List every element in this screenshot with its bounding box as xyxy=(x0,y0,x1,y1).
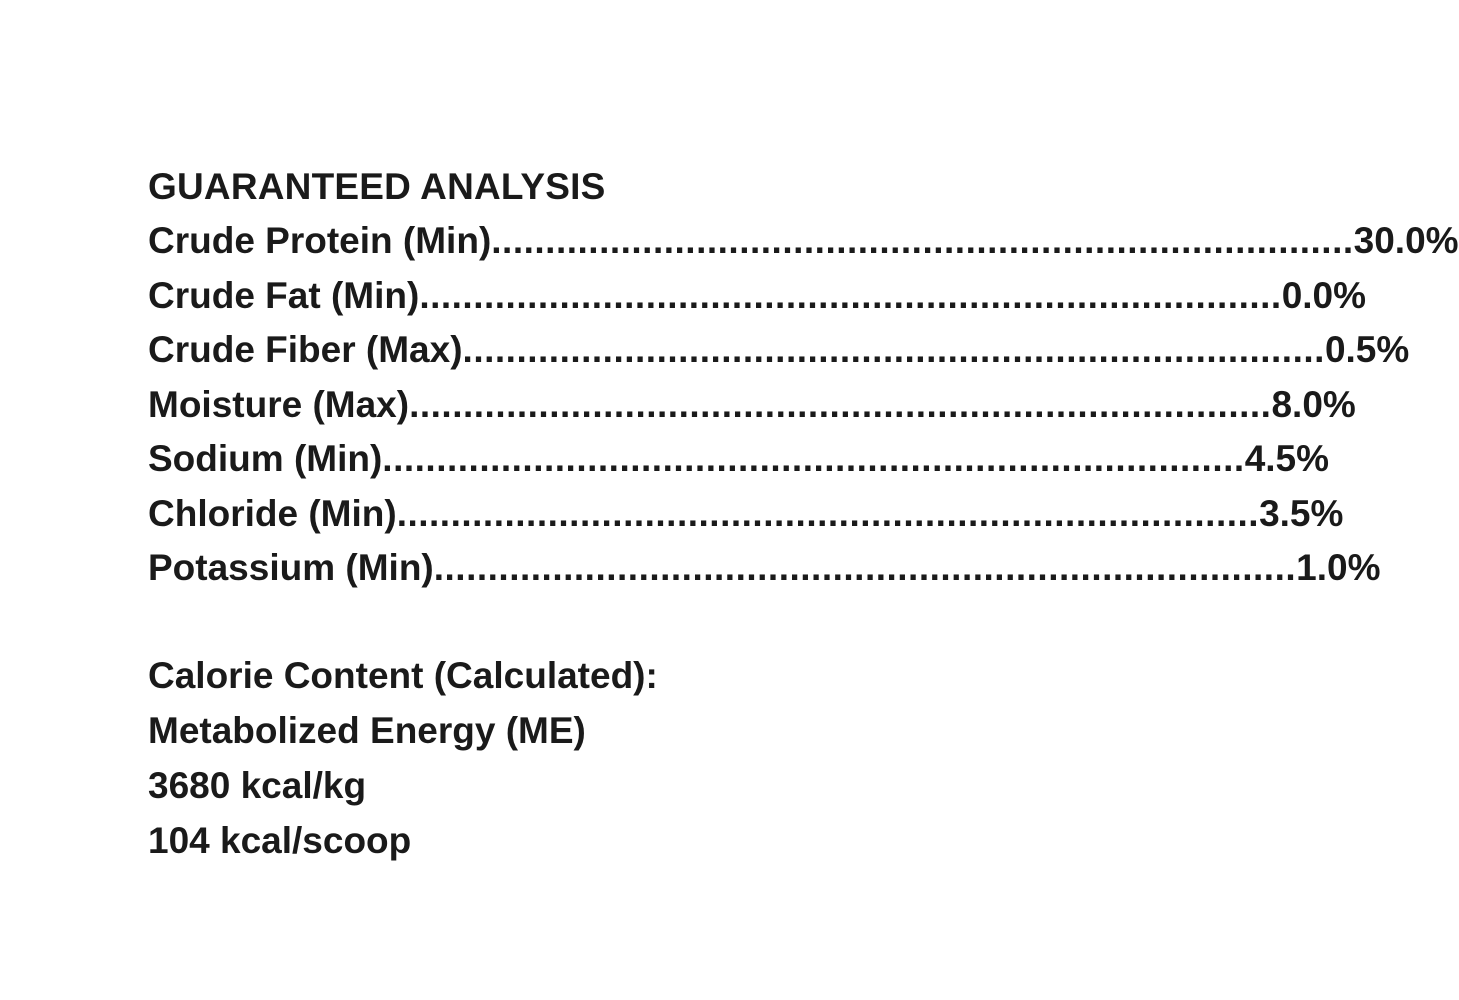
analysis-value: 8.0% xyxy=(1271,383,1356,425)
analysis-label: Sodium (Min) xyxy=(148,438,383,479)
kcal-per-scoop-value: 104 kcal/scoop xyxy=(148,819,412,861)
analysis-label: Moisture (Max) xyxy=(148,383,410,425)
dot-leader: ................................................................................ xyxy=(462,329,1325,370)
dot-leader: ................................................................................ xyxy=(419,274,1282,316)
analysis-label: Chloride (Min) xyxy=(148,492,397,534)
analysis-row-potassium xyxy=(148,541,1381,596)
analysis-value: 0.5% xyxy=(1324,329,1410,370)
analysis-row-crude-protein xyxy=(148,214,1459,269)
dot-leader: ................................................................................ xyxy=(409,383,1272,425)
kcal-per-kg-value: 3680 kcal/kg xyxy=(148,764,367,806)
analysis-row-crude-fiber xyxy=(148,323,1410,378)
analysis-value: 1.0% xyxy=(1296,547,1381,588)
analysis-value: 0.0% xyxy=(1281,274,1367,316)
analysis-value: 4.5% xyxy=(1244,438,1330,479)
analysis-row-chloride xyxy=(148,487,1344,542)
metabolized-energy-label: Metabolized Energy (ME) xyxy=(148,709,586,751)
guaranteed-analysis-heading: GUARANTEED ANALYSIS xyxy=(148,166,606,207)
analysis-row-crude-fat xyxy=(148,269,1367,324)
calorie-content-heading: Calorie Content (Calculated): xyxy=(148,654,658,696)
dot-leader: ................................................................................ xyxy=(382,438,1245,479)
analysis-label: Crude Fiber (Max) xyxy=(148,329,463,370)
analysis-label: Potassium (Min) xyxy=(148,547,434,588)
section-spacer xyxy=(148,596,848,648)
analysis-row-sodium xyxy=(148,432,1330,487)
analysis-row-moisture xyxy=(148,378,1356,433)
dot-leader: ................................................................................ xyxy=(491,220,1354,261)
analysis-label: Crude Fat (Min) xyxy=(148,274,420,316)
dot-leader: ................................................................................ xyxy=(433,547,1297,588)
analysis-value: 30.0% xyxy=(1353,220,1459,261)
dot-leader: ................................................................................ xyxy=(396,492,1260,534)
analysis-value: 3.5% xyxy=(1259,492,1344,534)
guaranteed-analysis-panel xyxy=(148,160,1459,868)
analysis-label: Crude Protein (Min) xyxy=(148,220,492,261)
